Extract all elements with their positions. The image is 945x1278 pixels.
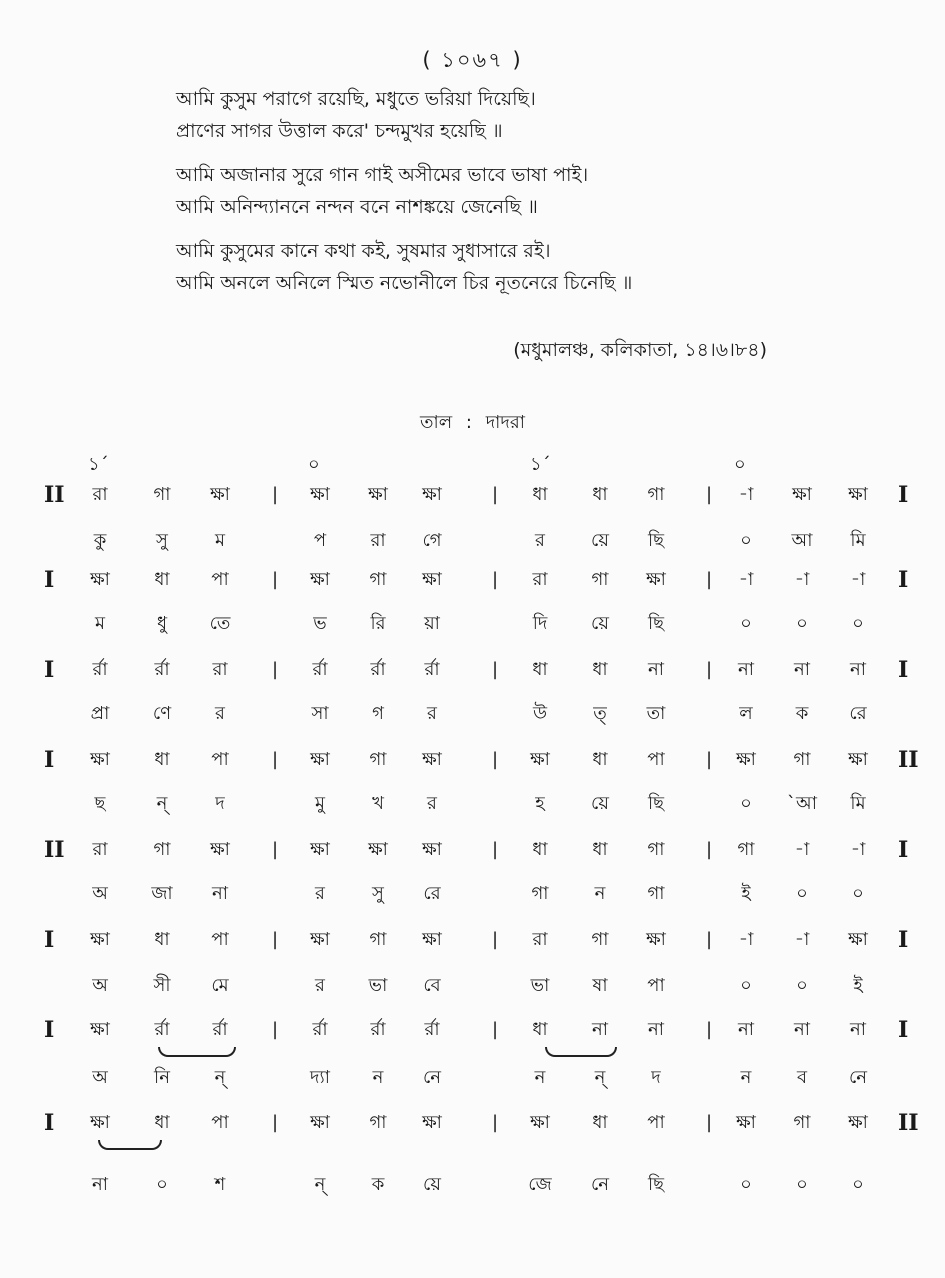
swara-note: ক্ষা (422, 484, 442, 505)
swara-note: ক্ষা (310, 1112, 330, 1133)
lyric-syllable: য়ে (591, 530, 609, 551)
division-barline: | (492, 1112, 499, 1133)
division-barline: | (492, 749, 499, 770)
swara-note: গা (737, 839, 755, 860)
lyric-syllable: ন্ (594, 1067, 606, 1088)
division-barline: | (706, 569, 713, 590)
beat-marks (0, 450, 945, 480)
swara-note: ক্ষা (646, 569, 666, 590)
lyric-syllable: নে (422, 1067, 442, 1088)
lyric-syllable: ক (795, 703, 809, 724)
swara-note: রা (532, 569, 548, 590)
lyric-syllable: ম (95, 613, 105, 634)
lyric-syllable: ০ (796, 613, 808, 634)
swara-note: ক্ষা (210, 839, 230, 860)
lyric-syllable: পা (647, 975, 665, 996)
start-barline: I (44, 747, 55, 773)
beat-mark-khali: ০ (308, 454, 320, 475)
lyric-syllable: নি (154, 1067, 170, 1088)
division-barline: | (706, 749, 713, 770)
swara-note: পা (211, 569, 229, 590)
lyric-syllable: গা (647, 883, 665, 904)
end-barline: I (898, 927, 909, 953)
lyric-syllable: শ (214, 1174, 226, 1195)
lyric-syllable: না (92, 1174, 108, 1195)
lyric-syllable: ণে (152, 703, 172, 724)
lyric-line (0, 879, 945, 919)
division-barline: | (706, 659, 713, 680)
swara-note: ধা (154, 929, 170, 950)
division-barline: | (492, 929, 499, 950)
lyric-syllable: রে (423, 883, 441, 904)
notation-row (0, 745, 945, 837)
lyric-syllable: ছি (647, 793, 665, 814)
tala-label: তাল (420, 412, 453, 433)
lyric-line (0, 699, 945, 739)
lyric-syllable: ক (371, 1174, 385, 1195)
lyric-syllable: য়ে (591, 793, 609, 814)
swara-line (0, 480, 945, 520)
lyric-syllable: অ (92, 1067, 108, 1088)
start-barline: I (44, 1110, 55, 1136)
swara-note: ক্ষা (422, 749, 442, 770)
lyric-syllable: ০ (796, 975, 808, 996)
swara-note: রা (92, 484, 108, 505)
swara-note: রা (212, 659, 228, 680)
division-barline: | (706, 484, 713, 505)
lyric-syllable: রে (849, 703, 867, 724)
swara-note: র্রা (312, 1019, 328, 1040)
division-barline: | (706, 1112, 713, 1133)
lyric-line (0, 1170, 945, 1210)
lyric-syllable: দ (651, 1067, 661, 1088)
swara-note: না (738, 1019, 754, 1040)
swara-note: ধা (532, 839, 548, 860)
swara-line (0, 1108, 945, 1148)
lyric-syllable: র (535, 530, 545, 551)
lyric-syllable: ০ (852, 613, 864, 634)
swara-note: রা (92, 839, 108, 860)
tala-heading (0, 408, 945, 439)
division-barline: | (272, 659, 279, 680)
lyric-syllable: র (315, 883, 325, 904)
swara-note: পা (211, 1112, 229, 1133)
swara-note: ক্ষা (530, 1112, 550, 1133)
lyric-syllable: ন্ (156, 793, 168, 814)
lyric-syllable: `আ (787, 793, 817, 814)
swara-note: গা (153, 484, 171, 505)
lyric-syllable: সী (153, 975, 171, 996)
lyric-syllable: ধু (156, 613, 168, 634)
swara-note: না (592, 1019, 608, 1040)
swara-note: ক্ষা (310, 929, 330, 950)
lyric-syllable: তে (209, 613, 231, 634)
swara-note: গা (591, 569, 609, 590)
swara-note: ক্ষা (422, 569, 442, 590)
swara-note: ক্ষা (848, 484, 868, 505)
lyric-syllable: য়ে (423, 1174, 441, 1195)
swara-note: ধা (592, 1112, 608, 1133)
swara-note: ধা (154, 749, 170, 770)
lyric-syllable: ল (739, 703, 753, 724)
division-barline: | (706, 1019, 713, 1040)
lyric-syllable: বে (423, 975, 441, 996)
lyric-syllable: ভ (313, 613, 327, 634)
meend-slur (98, 1140, 162, 1150)
division-barline: | (272, 929, 279, 950)
lyric-syllable: র (427, 793, 437, 814)
lyric-syllable: গে (422, 530, 442, 551)
lyric-syllable: গা (531, 883, 549, 904)
poem-line-2: প্রাণের সাগর উত্তাল করে' চন্দমুখর হয়েছি ॥ (176, 120, 503, 142)
lyric-syllable: সু (156, 530, 168, 551)
lyric-syllable: খ (372, 793, 384, 814)
lyric-syllable: ০ (156, 1174, 168, 1195)
swara-note: ধা (154, 1112, 170, 1133)
notation-row (0, 565, 945, 657)
lyric-syllable: ০ (740, 793, 752, 814)
poem-line-4: আমি অনিন্দ্যাননে নন্দন বনে নাশঙ্কয়ে জেনেছি ॥ (176, 196, 538, 218)
notation-row (0, 480, 945, 572)
lyric-syllable: র (427, 703, 437, 724)
swara-note: পা (647, 1112, 665, 1133)
start-barline: II (44, 482, 65, 508)
beat-mark-sam: ১´ (88, 454, 109, 475)
poem-line-3: আমি অজানার সুরে গান গাই অসীমের ভাবে ভাষা পাই। (176, 164, 589, 186)
swara-note: র্রা (370, 1019, 386, 1040)
swara-note: র্রা (424, 659, 440, 680)
lyric-syllable: নে (590, 1174, 610, 1195)
lyric-syllable: ০ (740, 1174, 752, 1195)
meend-slur (545, 1047, 617, 1057)
lyric-line (0, 609, 945, 649)
lyric-syllable: না (212, 883, 228, 904)
end-barline: II (898, 747, 919, 773)
meend-slur (158, 1047, 236, 1057)
lyric-syllable: মি (850, 793, 866, 814)
swara-note: ক্ষা (90, 1112, 110, 1133)
swara-note: ধা (532, 1019, 548, 1040)
end-barline: I (898, 482, 909, 508)
poem-source: (মধুমালঞ্চ, কলিকাতা, ১৪।৬।৮৪) (513, 339, 767, 361)
end-barline: I (898, 1017, 909, 1043)
tala-name: দাদরা (485, 412, 525, 433)
lyric-syllable: গ (372, 703, 384, 724)
swara-note: ক্ষা (422, 1112, 442, 1133)
lyric-syllable: ছি (647, 530, 665, 551)
lyric-syllable: য়ে (591, 613, 609, 634)
swara-line (0, 655, 945, 695)
swara-line (0, 835, 945, 875)
swara-note: -া (738, 569, 754, 590)
swara-note: ধা (592, 484, 608, 505)
lyric-syllable: রি (370, 613, 386, 634)
start-barline: II (44, 837, 65, 863)
swara-note: ক্ষা (736, 1112, 756, 1133)
swara-note: ক্ষা (848, 929, 868, 950)
swara-note: র্রা (312, 659, 328, 680)
swara-note: -া (850, 839, 866, 860)
swara-note: রা (532, 929, 548, 950)
swara-note: র্রা (370, 659, 386, 680)
swara-note: -া (794, 569, 810, 590)
lyric-syllable: র (215, 703, 225, 724)
swara-note: না (648, 1019, 664, 1040)
division-barline: | (492, 839, 499, 860)
lyric-syllable: য়া (424, 613, 440, 634)
lyric-syllable: র (315, 975, 325, 996)
swara-note: না (738, 659, 754, 680)
notation-row (0, 835, 945, 927)
swara-note: না (648, 659, 664, 680)
swara-note: পা (647, 749, 665, 770)
swara-note: না (794, 1019, 810, 1040)
lyric-syllable: নে (848, 1067, 868, 1088)
lyric-syllable: ছি (647, 1174, 665, 1195)
lyric-syllable: কু (93, 530, 107, 551)
lyric-syllable: ন্ (214, 1067, 226, 1088)
end-barline: I (898, 567, 909, 593)
lyric-syllable: ই (741, 883, 751, 904)
swara-note: ধা (532, 484, 548, 505)
swara-note: ক্ষা (368, 484, 388, 505)
lyric-syllable: তা (646, 703, 666, 724)
lyric-syllable: ন (534, 1067, 546, 1088)
swara-note: ক্ষা (422, 929, 442, 950)
start-barline: I (44, 567, 55, 593)
swara-note: র্রা (424, 1019, 440, 1040)
lyric-syllable: ব (796, 1067, 808, 1088)
swara-note: ক্ষা (310, 749, 330, 770)
division-barline: | (492, 484, 499, 505)
lyric-syllable: ০ (796, 1174, 808, 1195)
swara-note: গা (793, 1112, 811, 1133)
beat-mark-khali-2: ০ (734, 454, 746, 475)
swara-note: গা (369, 749, 387, 770)
swara-note: ক্ষা (736, 749, 756, 770)
swara-note: -া (850, 569, 866, 590)
lyric-syllable: আ (791, 530, 813, 551)
poem-line-6: আমি অনলে অনিলে স্মিত নভোনীলে চির নূতনেরে চিনেছি ॥ (176, 272, 633, 294)
swara-note: না (794, 659, 810, 680)
notation-row (0, 1108, 945, 1200)
swara-note: -া (738, 929, 754, 950)
notation-row (0, 655, 945, 747)
lyric-syllable: ভা (530, 975, 550, 996)
end-barline: I (898, 837, 909, 863)
swara-note: ক্ষা (422, 839, 442, 860)
lyric-syllable: সু (372, 883, 384, 904)
lyric-syllable: ন (372, 1067, 384, 1088)
swara-note: গা (369, 1112, 387, 1133)
swara-note: ক্ষা (792, 484, 812, 505)
lyric-syllable: জা (151, 883, 173, 904)
page-number: ( ১০৬৭ ) (422, 48, 523, 72)
swara-note: না (850, 1019, 866, 1040)
division-barline: | (272, 484, 279, 505)
swara-note: ধা (592, 839, 608, 860)
lyric-syllable: মি (850, 530, 866, 551)
swara-note: ক্ষা (646, 929, 666, 950)
lyric-syllable: প (313, 530, 327, 551)
swara-note: -া (794, 839, 810, 860)
lyric-syllable: মে (211, 975, 229, 996)
division-barline: | (272, 1112, 279, 1133)
lyric-syllable: ত্ (593, 703, 607, 724)
lyric-syllable: দ্যা (310, 1067, 330, 1088)
swara-note: ক্ষা (530, 749, 550, 770)
lyric-syllable: জে (528, 1174, 552, 1195)
lyric-syllable: সা (311, 703, 329, 724)
swara-note: গা (647, 839, 665, 860)
lyric-syllable: ই (853, 975, 863, 996)
swara-note: র্রা (154, 659, 170, 680)
swara-note: -া (738, 484, 754, 505)
swara-line (0, 565, 945, 605)
division-barline: | (492, 1019, 499, 1040)
lyric-syllable: দ (215, 793, 225, 814)
lyric-syllable: হ (535, 793, 545, 814)
swara-note: পা (211, 749, 229, 770)
swara-note: গা (591, 929, 609, 950)
swara-note: ধা (532, 659, 548, 680)
lyric-syllable: ০ (740, 613, 752, 634)
swara-note: না (850, 659, 866, 680)
swara-line (0, 1015, 945, 1055)
division-barline: | (492, 569, 499, 590)
swara-note: -া (794, 929, 810, 950)
tala-colon: : (465, 412, 472, 433)
swara-note: ধা (592, 659, 608, 680)
lyric-syllable: অ (92, 883, 108, 904)
lyric-syllable: ষা (592, 975, 608, 996)
end-barline: II (898, 1110, 919, 1136)
beat-mark-sam-2: ১´ (530, 454, 551, 475)
swara-note: ক্ষা (368, 839, 388, 860)
lyric-syllable: দি (532, 613, 548, 634)
swara-note: গা (647, 484, 665, 505)
swara-note: ক্ষা (90, 749, 110, 770)
lyric-syllable: ছ (94, 793, 106, 814)
swara-note: র্রা (154, 1019, 170, 1040)
lyric-syllable: রা (370, 530, 386, 551)
notation-row (0, 925, 945, 1017)
lyric-line (0, 526, 945, 566)
lyric-syllable: ন (594, 883, 606, 904)
swara-note: ক্ষা (310, 569, 330, 590)
lyric-syllable: ছি (647, 613, 665, 634)
swara-note: গা (793, 749, 811, 770)
lyric-syllable: ০ (740, 530, 752, 551)
start-barline: I (44, 927, 55, 953)
division-barline: | (492, 659, 499, 680)
swara-note: ক্ষা (90, 929, 110, 950)
lyric-line (0, 789, 945, 829)
poem (176, 84, 856, 300)
start-barline: I (44, 657, 55, 683)
lyric-syllable: ম (215, 530, 225, 551)
swara-note: গা (369, 569, 387, 590)
lyric-syllable: ন্ (314, 1174, 326, 1195)
division-barline: | (272, 1019, 279, 1040)
lyric-syllable: ০ (796, 883, 808, 904)
lyric-syllable: ন (740, 1067, 752, 1088)
end-barline: I (898, 657, 909, 683)
start-barline: I (44, 1017, 55, 1043)
lyric-syllable: ভা (368, 975, 388, 996)
swara-note: ধা (592, 749, 608, 770)
division-barline: | (706, 839, 713, 860)
swara-note: ক্ষা (90, 569, 110, 590)
division-barline: | (272, 749, 279, 770)
swara-line (0, 925, 945, 965)
swara-note: পা (211, 929, 229, 950)
lyric-syllable: মু (315, 793, 325, 814)
swara-note: ধা (154, 569, 170, 590)
lyric-syllable: ০ (852, 883, 864, 904)
lyric-line (0, 1063, 945, 1103)
lyric-syllable: উ (532, 703, 548, 724)
swara-note: গা (153, 839, 171, 860)
lyric-syllable: অ (92, 975, 108, 996)
swara-note: ক্ষা (848, 1112, 868, 1133)
swara-line (0, 745, 945, 785)
poem-line-5: আমি কুসুমের কানে কথা কই, সুষমার সুধাসারে রই। (176, 240, 551, 262)
division-barline: | (272, 839, 279, 860)
notation-row (0, 1015, 945, 1107)
lyric-syllable: প্রা (90, 703, 110, 724)
swara-note: গা (369, 929, 387, 950)
swara-note: ক্ষা (90, 1019, 110, 1040)
division-barline: | (706, 929, 713, 950)
swara-note: ক্ষা (210, 484, 230, 505)
swara-note: র্রা (92, 659, 108, 680)
lyric-line (0, 971, 945, 1011)
division-barline: | (272, 569, 279, 590)
swara-note: র্রা (212, 1019, 228, 1040)
swara-note: ক্ষা (310, 484, 330, 505)
lyric-syllable: ০ (740, 975, 752, 996)
swara-note: ক্ষা (310, 839, 330, 860)
poem-line-1: আমি কুসুম পরাগে রয়েছি, মধুতে ভরিয়া দিয়েছি। (176, 88, 536, 110)
swara-note: ক্ষা (848, 749, 868, 770)
lyric-syllable: ০ (852, 1174, 864, 1195)
